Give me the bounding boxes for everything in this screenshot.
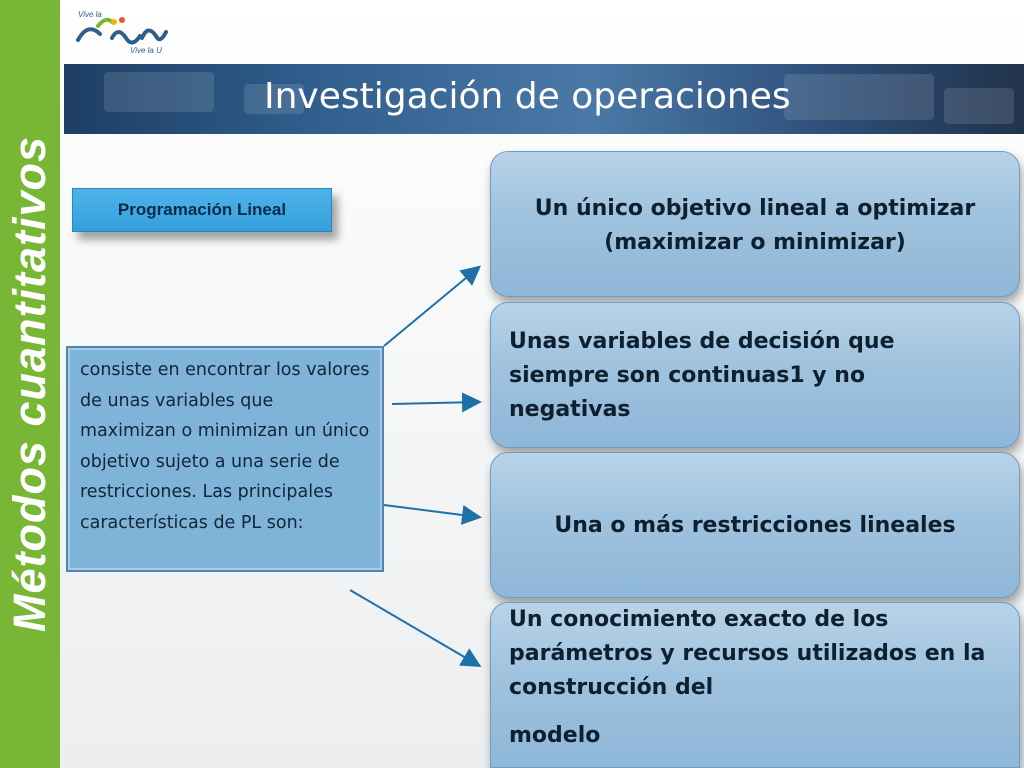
characteristic-text-4: Un conocimiento exacto de los parámetros y recursos utilizados en la construcción del — [509, 607, 986, 700]
characteristic-text-2: Unas variables de decisión que siempre son continuas1 y no negativas — [509, 329, 895, 422]
characteristic-card-4 — [490, 602, 1020, 768]
arrow-3 — [384, 505, 478, 517]
section-label — [72, 188, 332, 232]
logo — [72, 8, 182, 58]
page-title: Investigación de operaciones — [264, 76, 791, 117]
characteristic-card-3 — [490, 452, 1020, 598]
definition-box — [66, 346, 384, 572]
characteristic-text-3: Una o más restricciones lineales — [554, 513, 956, 538]
arrow-1 — [384, 268, 478, 346]
definition-text: consiste en encontrar los valores de unas variables que maximizan o minimizan un único objetivo sujeto a una serie de restricciones. Las principales características de PL son: — [80, 360, 370, 533]
section-label-text: Programación Lineal — [117, 200, 287, 219]
characteristic-card-1 — [490, 151, 1020, 297]
arrow-2 — [392, 402, 478, 404]
logo-bottom-text: Vive la U — [130, 46, 162, 55]
logo-mark-icon — [72, 8, 182, 58]
logo-top-text: Vive la — [78, 10, 102, 19]
characteristic-text-1: Un único objetivo lineal a optimizar (maximizar o minimizar) — [534, 196, 976, 255]
characteristic-card-2 — [490, 302, 1020, 448]
arrow-4 — [350, 590, 478, 665]
sidebar — [0, 0, 60, 768]
sidebar-title: Métodos cuantitativos — [4, 135, 55, 633]
characteristic-text-4-cont: modelo — [509, 723, 601, 748]
